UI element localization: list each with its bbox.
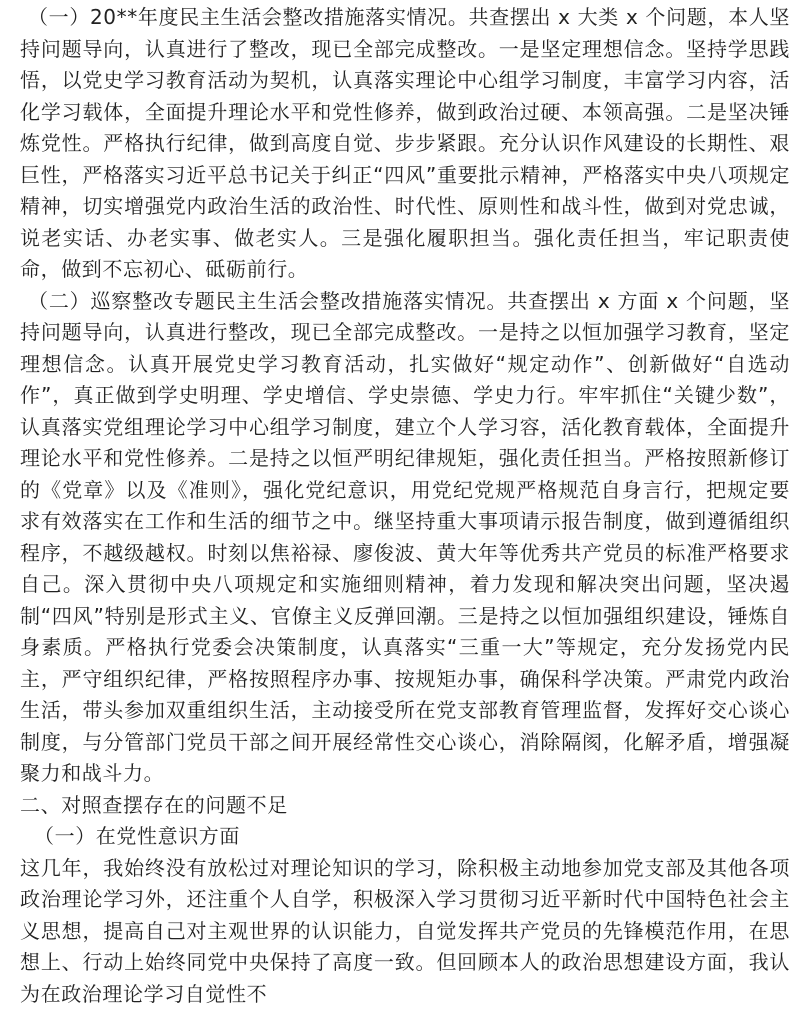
subsection-heading-party-awareness: （一）在党性意识方面 — [20, 821, 790, 853]
paragraph-annual-meeting-rectification: （一）20**年度民主生活会整改措施落实情况。共查摆出 x 大类 x 个问题，本人坚持问题导向，认真进行了整改，现已全部完成整改。一是坚定理想信念。坚持学思践悟，以党史学习教育活动为契机，认真落实理论中心组学习制度，丰富学习内容，活化学习载体，全面提升理论水平和党性修养，做到政治过硬、本领高强。二是坚决锤炼党性。严格执行纪律，做到高度自觉、步步紧跟。充分认识作风建设的长期性、艰巨性，严格落实习近平总书记关于纠正“四风”重要批示精神，严格落实中央八项规定精神，切实增强党内政治生活的政治性、时代性、原则性和战斗性，做到对党忠诚，说老实话、办老实事、做老实人。三是强化履职担当。强化责任担当，牢记职责使命，做到不忘初心、砥砺前行。 — [20, 2, 790, 286]
paragraph-party-awareness: 这几年，我始终没有放松过对理论知识的学习，除积极主动地参加党支部及其他各项政治理论学习外，还注重个人自学，积极深入学习贯彻习近平新时代中国特色社会主义思想，提高自己对主观世界的认识能力，自觉发挥共产党员的先锋模范作用，在思想上、行动上始终同党中央保持了高度一致。但回顾本人的政治思想建设方面，我认为在政治理论学习自觉性不 — [20, 853, 790, 1010]
document-body — [20, 2, 790, 1010]
section-heading-problems: 二、对照查摆存在的问题不足 — [20, 790, 790, 822]
paragraph-inspection-rectification: （二）巡察整改专题民主生活会整改措施落实情况。共查摆出 x 方面 x 个问题，坚持问题导向，认真进行整改，现已全部完成整改。一是持之以恒加强学习教育，坚定理想信念。认真开展党史学习教育活动，扎实做好“规定动作”、创新做好“自选动作”，真正做到学史明理、学史增信、学史崇德、学史力行。牢牢抓住“关键少数”，认真落实党组理论学习中心组学习制度，建立个人学习容，活化教育载体，全面提升理论水平和党性修养。二是持之以恒严明纪律规矩，强化责任担当。严格按照新修订的《党章》以及《准则》，强化党纪意识，用党纪党规严格规范自身言行，把规定要求有效落实在工作和生活的细节之中。继坚持重大事项请示报告制度，做到遵循组织程序，不越级越权。时刻以焦裕禄、廖俊波、黄大年等优秀共产党员的标准严格要求自己。深入贯彻中央八项规定和实施细则精神，着力发现和解决突出问题，坚决遏制“四风”特别是形式主义、官僚主义反弹回潮。三是持之以恒加强组织建设，锤炼自身素质。严格执行党委会决策制度，认真落实“三重一大”等规定，充分发扬党内民主，严守组织纪律，严格按照程序办事、按规矩办事，确保科学决策。严肃党内政治生活，带头参加双重组织生活，主动接受所在党支部教育管理监督，发挥好交心谈心制度，与分管部门党员干部之间开展经常性交心谈心，消除隔阂，化解矛盾，增强凝聚力和战斗力。 — [20, 286, 790, 790]
